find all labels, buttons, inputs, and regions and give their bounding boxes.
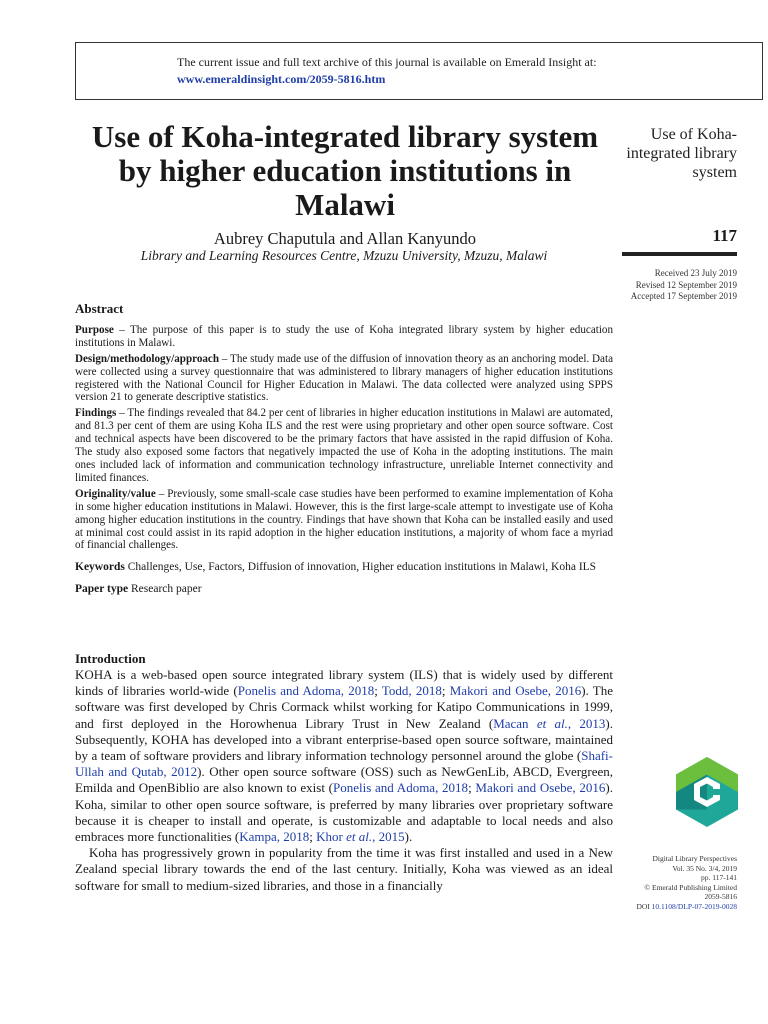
archive-notice-box bbox=[75, 42, 763, 100]
keywords-text: Challenges, Use, Factors, Diffusion of innovation, Higher education institutions in Malawi, Koha ILS bbox=[124, 561, 597, 574]
citation-year: , 2013 bbox=[567, 715, 606, 731]
journal-name: Digital Library Perspectives bbox=[652, 854, 737, 863]
abstract-section bbox=[75, 303, 613, 599]
citation-author: Khor bbox=[316, 829, 347, 845]
introduction-paragraph-1 bbox=[75, 667, 613, 845]
text-run: ). The software was first developed by Chris Cormack whilst working for Katipo Communications in 1999, and first deployed in the Horowhenua Library Trust in New Zealand ( bbox=[75, 683, 613, 731]
citation-etal: et al. bbox=[536, 715, 568, 731]
text-run: ). Other open source software (OSS) such as NewGenLib, ABCD, Evergreen, Emilda and OpenBiblio are also known to exist ( bbox=[75, 764, 614, 796]
text-run: ). Koha, similar to other open source software, is preferred by many libraries over proprietary software because it is cheaper to install and operate, is customizable and adaptable to local needs and also embraces more functionalities ( bbox=[75, 780, 613, 845]
journal-info bbox=[636, 854, 737, 912]
introduction-heading: Introduction bbox=[75, 651, 146, 666]
journal-url-link[interactable]: www.emeraldinsight.com/2059-5816.htm bbox=[177, 72, 386, 86]
originality-text: – Previously, some small-scale case studies have been performed to examine implementation of Koha in some higher education institutions in Malawi. However, this is the first large-scale attempt to investigate use of Koha among higher education institutions in the country. Findings that have shown that Koha can be installed easily and used at minimal cost could assist in its rapid adoption in the higher education institutions, a majority of whom face a myriad of financial challenges. bbox=[75, 487, 613, 552]
author-name[interactable]: Allan Kanyundo bbox=[366, 229, 477, 248]
abstract-heading: Abstract bbox=[75, 301, 124, 316]
paper-type bbox=[75, 583, 613, 596]
journal-volume: Vol. 35 No. 3/4, 2019 bbox=[672, 863, 737, 873]
citation-link[interactable] bbox=[316, 829, 404, 844]
abstract-originality bbox=[75, 488, 613, 553]
citation-year: , 2015 bbox=[372, 829, 405, 845]
page-number: 117 bbox=[712, 226, 737, 245]
doi-link[interactable]: 10.1108/DLP-07-2019-0028 bbox=[651, 901, 737, 911]
emerald-publishing-logo-icon bbox=[676, 757, 738, 827]
journal-doi bbox=[636, 902, 737, 912]
originality-label: Originality/value bbox=[75, 487, 156, 500]
citation-link[interactable]: Shafi-Ullah and Qutab, 2012 bbox=[75, 748, 613, 780]
separator: ; bbox=[468, 780, 476, 796]
doi-label: DOI bbox=[636, 901, 650, 911]
separator: ; bbox=[374, 683, 382, 699]
abstract-purpose bbox=[75, 324, 613, 350]
design-text: – The study made use of the diffusion of innovation theory as an anchoring model. Data were collected using a survey questionnaire that was administered to library managers of higher education institutions registered with the National Council for Higher Education in Malawi. The data collected were analyzed using SPPS version 21 to generate descriptive statistics. bbox=[75, 352, 613, 404]
findings-text: – The findings revealed that 84.2 per cent of libraries in higher education institutions in Malawi are automated, and 81.3 per cent of them are using Koha ILS and the rest were using proprietary and other open source software. Cost and technical aspects have been discovered to be the primary factors that have assisted in the rapid diffusion of Koha. The study also exposed some factors that negatively impacted the use of Koha in the adopting institutions. The main ones included lack of information and communication technology infrastructure, unreliable Internet connectivity and limited finances. bbox=[75, 407, 613, 484]
citation-link[interactable]: Todd, 2018 bbox=[381, 683, 442, 699]
abstract-design bbox=[75, 353, 613, 405]
received-date: Received 23 July 2019 bbox=[654, 268, 737, 278]
journal-pages: pp. 117-141 bbox=[701, 873, 737, 883]
paper-type-text: Research paper bbox=[128, 583, 202, 596]
purpose-text: – The purpose of this paper is to study the use of Koha integrated library system by higher education institutions in Malawi. bbox=[75, 323, 613, 349]
accepted-date: Accepted 17 September 2019 bbox=[630, 291, 737, 301]
introduction-paragraph-2: Koha has progressively grown in popularity from the time it was first installed and used in a New Zealand special library towards the end of the last century. Initially, Koha was viewed as an ideal software for small to medium-sized libraries, and those in a financially bbox=[75, 845, 613, 893]
citation-link[interactable]: Kampa, 2018 bbox=[239, 829, 310, 845]
sidebar-divider bbox=[622, 252, 737, 256]
citation-author: Macan bbox=[493, 715, 537, 731]
author-name[interactable]: Aubrey Chaputula bbox=[213, 229, 336, 248]
introduction-body bbox=[75, 667, 613, 894]
journal-issn: 2059-5816 bbox=[704, 892, 737, 902]
author-conjunction: and bbox=[339, 229, 364, 248]
journal-publisher: © Emerald Publishing Limited bbox=[644, 882, 737, 892]
purpose-label: Purpose bbox=[75, 323, 114, 336]
citation-link[interactable]: Makori and Osebe, 2016 bbox=[449, 683, 582, 699]
affiliation: Library and Learning Resources Centre, Mzuzu University, Mzuzu, Malawi bbox=[140, 248, 548, 263]
separator: ; bbox=[309, 829, 317, 845]
design-label: Design/methodology/approach bbox=[75, 352, 220, 365]
keywords bbox=[75, 560, 613, 574]
paper-type-label: Paper type bbox=[75, 583, 129, 596]
separator: ; bbox=[441, 683, 450, 699]
citation-link[interactable]: Ponelis and Adoma, 2018 bbox=[237, 683, 375, 699]
article-title: Use of Koha-integrated library system by higher education institutions in Malawi bbox=[91, 119, 599, 222]
running-title: Use of Koha-integrated library system bbox=[626, 126, 737, 181]
text-run: ). Subsequently, KOHA has developed into a vibrant enterprise-based open source software, maintained by a team of software providers and library information technology personnel around the globe ( bbox=[75, 715, 613, 764]
revised-date: Revised 12 September 2019 bbox=[635, 279, 737, 290]
archive-notice-text: The current issue and full text archive of this journal is available on Emerald Insight at: bbox=[177, 55, 597, 69]
findings-label: Findings bbox=[75, 407, 117, 420]
citation-link[interactable] bbox=[493, 716, 605, 731]
article-dates bbox=[631, 268, 737, 303]
citation-link[interactable]: Ponelis and Adoma, 2018 bbox=[333, 780, 469, 796]
keywords-label: Keywords bbox=[75, 561, 125, 574]
author-line bbox=[100, 229, 590, 249]
citation-link[interactable]: Makori and Osebe, 2016 bbox=[475, 780, 606, 796]
text-run: ). bbox=[404, 829, 413, 845]
abstract-findings bbox=[75, 407, 613, 484]
text-run: KOHA is a web-based open source integrated library system (ILS) that is widely used by different kinds of libraries world-wide ( bbox=[75, 667, 613, 699]
citation-etal: et al. bbox=[346, 829, 373, 845]
